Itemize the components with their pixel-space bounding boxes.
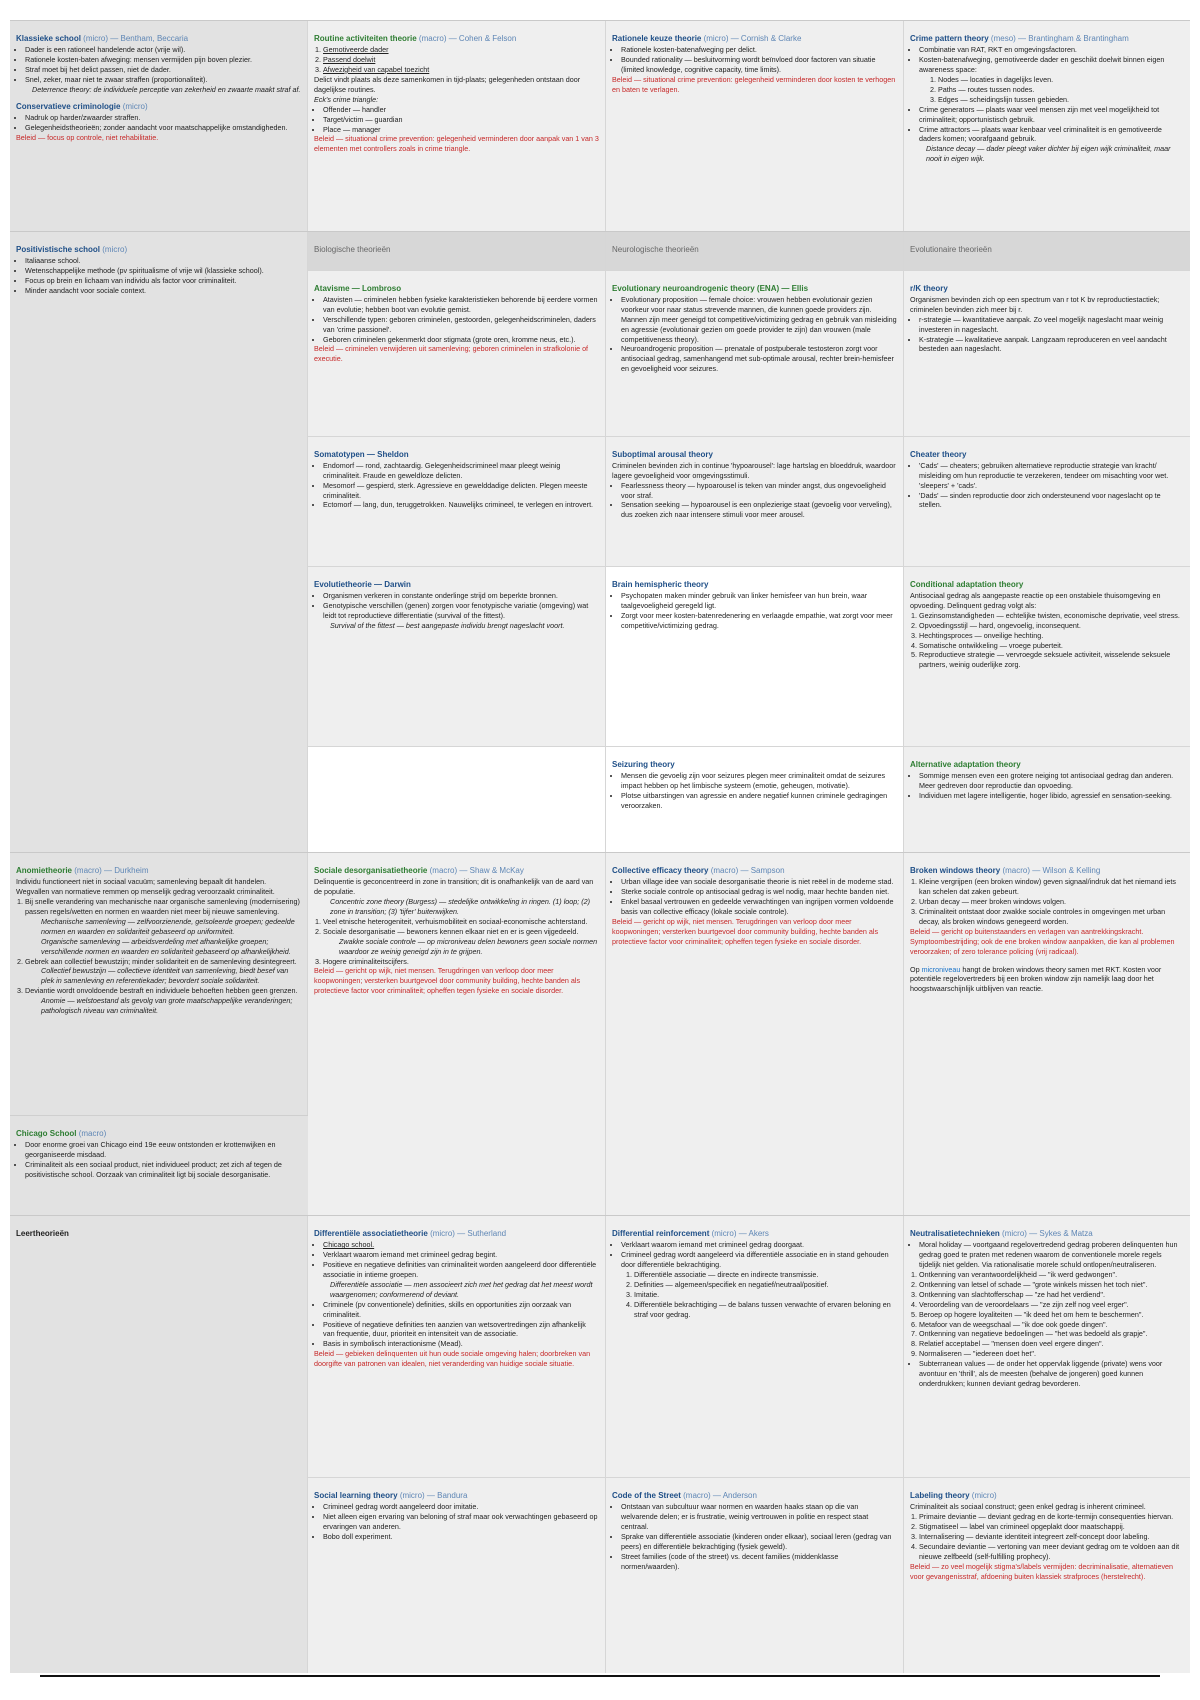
list-klassieke [16, 45, 301, 85]
title-positivistische-school: Positivistische school (micro) [16, 245, 128, 254]
cell-alternative-adaptation [904, 747, 1190, 852]
bullet-list [612, 45, 897, 75]
bullet-list [314, 1240, 599, 1280]
cell-seizuring [606, 747, 904, 852]
positivist-grid-row [308, 436, 1190, 566]
bullet-list [910, 1240, 1184, 1270]
list-item: 1. Primaire deviantie — deviant gedrag en de korte-termijn consequenties hiervan. [919, 1512, 1184, 1522]
list-item: • Rationele kosten-batenafweging per delict. [621, 45, 897, 55]
title-klassieke-school: Klassieke school (micro) — Bentham, Beccaria [16, 34, 189, 43]
list-item: • Wetenschappelijke methode (pv spiritualisme of vrije wil (klassieke school). [25, 266, 301, 276]
list-item: 8. Relatief acceptabel — "mensen doen veel ergere dingen". [919, 1339, 1184, 1349]
list-item: 4. Differentiële bekrachtiging — de balans tussen verwachte of ervaren beloning en straf voor gedrag. [634, 1300, 897, 1320]
title-routine-activiteiten: Routine activiteiten theorie (macro) — Cohen & Felson [314, 34, 517, 43]
list-item: • Zorgt voor meer kosten-batenredenering en verlaagde empathie, wat zorgt voor meer competitive/victimizing gedrag. [621, 611, 897, 631]
bullet-list [910, 45, 1184, 75]
numbered-list [910, 611, 1184, 671]
list-item: • Crimineel gedrag wordt aangeleerd via differentiële associatie en in stand gehouden door differentiële bekrachtiging. [621, 1250, 897, 1270]
cell-suboptimal-arousal [606, 437, 904, 566]
indent-note: Deterrence theory: de individuele perceptie van zekerheid en zwaarte maakt straf af. [32, 84, 301, 94]
indent-note: Concentric zone theory (Burgess) — stedelijke ontwikkeling in ringen. (1) loop; (2) zone in transition; (3) 'tijfer' buitenwijken. [330, 896, 591, 916]
body-text: Eck's crime triangle: [314, 94, 379, 104]
bullet-list [612, 771, 897, 811]
indent-note: Organische samenleving — arbeidsverdeling met afhankelijke groepen; verschillende normen en waarden en solidariteit gebaseerd op afhankelijkheid. [41, 936, 291, 956]
list-item: • Offender — handler [323, 105, 599, 115]
title-evolutietheorie: Evolutietheorie — Darwin [314, 579, 411, 589]
list-item: 2. Paths — routes tussen nodes. [938, 85, 1184, 95]
theory-overview-sheet [10, 20, 1190, 1670]
list-item: • 'Cads' — cheaters; gebruiken alternatieve reproductie strategie van kracht/ misleiding om hun reproductie te verzekeren, tendeer om misachting voor wet. 'sleepers' + 'cads'. [919, 461, 1184, 491]
list-item: • Plotse uitbarstingen van agressie en andere negatief kunnen criminele gedragingen veroorzaken. [621, 791, 897, 811]
list-item: 3. Criminaliteit ontstaat door zwakke sociale controles in omgevingen met urban decay, als broken windows genegeerd worden. [919, 907, 1184, 927]
list-item: 3. Ontkenning van slachtofferschap — "ze had het verdiend". [919, 1290, 1184, 1300]
list-item: 2. Sociale desorganisatie — bewoners kennen elkaar niet en er is geen vijgedeeld. Zwakke sociale controle — op microniveau delen bewoners geen sociale normen waardoor ze weinig geneigd zijn in te grijpen. [323, 927, 599, 957]
title-social-learning: Social learning theory (micro) — Bandura [314, 1491, 468, 1501]
cell-broken-windows [904, 853, 1190, 1215]
row-positivist [10, 231, 1190, 852]
list-item: • Verklaart waarom iemand met crimineel gedrag begint. [323, 1250, 599, 1260]
indent-note: Mechanische samenleving — zelfvoorzienende, geïsoleerde groepen; gedeelde normen en waarden en solidariteit gebaseerd op uniformiteit. [41, 916, 295, 936]
cell-brain-hemispheric [606, 567, 904, 746]
title-seizuring: Seizuring theory [612, 759, 675, 769]
bullet-list [910, 1359, 1184, 1389]
list-item: 5. Beroep op hogere loyaliteiten — "ik deed het om hem te beschermen". [919, 1310, 1184, 1320]
list-item: • Crime generators — plaats waar veel mensen zijn met veel mogelijkheid tot criminaliteit; opportunistisch gebruik. [919, 105, 1184, 125]
list-item: 1. Ontkenning van verantwoordelijkheid — "ik werd gedwongen". [919, 1270, 1184, 1280]
body-text: Individu functioneert niet in sociaal vacuüm; samenleving bepaalt dit handelen. Wegvallen van normatieve remmen op menselijk gedrag veroorzaakt criminaliteit. [16, 877, 275, 896]
indent-note: Differentiële associatie — men associeert zich met het gedrag dat het meest wordt waargenomen; conformerend of deviant. [330, 1279, 593, 1299]
list-item: • Endomorf — rond, zachtaardig. Gelegenheidscrimineel maar pleegt weinig criminaliteit. Fraude en geweldloze delicten. [323, 461, 599, 481]
title-suboptimal-arousal: Suboptimal arousal theory [612, 449, 713, 459]
cell-positivistische-school [10, 232, 308, 852]
numbered-list [314, 917, 599, 967]
list-item: 4. Somatische ontwikkeling — vroege puberteit. [919, 641, 1184, 651]
policy-text: Beleid — zo veel mogelijk stigma's/labels vermijden: decriminalisatie, alternatieven voor gevangenisstraf, afdoening buiten klassiek strafproces (herstelrecht). [910, 1562, 1174, 1582]
list-item: • Enkel basaal vertrouwen en gedeelde verwachtingen van ingrijpen vormen voldoende basis van collective efficacy (lokale sociale controle). [621, 897, 897, 917]
row-classical [10, 20, 1190, 231]
list-item: • Target/victim — guardian [323, 115, 599, 125]
list-item: 1. Gemotiveerde dader [323, 45, 599, 55]
list-item: • K-strategie — kwalitatieve aanpak. Langzaam reproduceren en veel aandacht besteden aan nageslacht. [919, 335, 1184, 355]
title-broken-windows: Broken windows theory (macro) — Wilson & Kelling [910, 866, 1101, 875]
bullet-list [910, 105, 1184, 145]
list-item: • Gelegenheidstheorieën; zonder aandacht voor maatschappelijke omstandigheden. [25, 123, 301, 133]
list-item: • Sterke sociale controle op antisociaal gedrag is wel nodig, maar hechte banden niet. [621, 887, 897, 897]
list-item: • Place — manager [323, 125, 599, 135]
social-left-column [10, 853, 308, 1215]
indent-note: Anomie — welstoestand als gevolg van grote maatschappelijke veranderingen; pathologisch niveau van criminaliteit. [41, 996, 293, 1016]
learning-grid-row [308, 1477, 1190, 1673]
header-neurologische: Neurologische theorieën [606, 232, 904, 270]
list-item: 2. Urban decay — meer broken windows volgen. [919, 897, 1184, 907]
list-conservatieve [16, 113, 301, 133]
bullet-list [314, 461, 599, 511]
list-item: 3. Internalisering — deviante identiteit integreert zelf-concept door labeling. [919, 1532, 1184, 1542]
numbered-list [910, 75, 1184, 105]
title-rationele-keuze: Rationele keuze theorie (micro) — Cornish & Clarke [612, 34, 802, 43]
list-item: • Positieve en negatieve definities van criminaliteit worden aangeleerd door differentiële associatie in intieme groepen. [323, 1260, 599, 1280]
bullet-list [314, 295, 599, 345]
positivist-header-row [308, 232, 1190, 270]
list-item: • Neuroandrogenic proposition — prenatale of postpuberale testosteron zorgt voor antisociaal gedrag, samenhangend met sub-optimale arousal, rechter brein-hemisfeer en gevoeligheid voor seizures. [621, 344, 897, 374]
list-item: • Verklaart waarom iemand met crimineel gedrag doorgaat. [621, 1240, 897, 1250]
policy-text: Beleid — gericht op buitenstaanders en verlagen van aantrekkingskracht. Symptoombestrijding; ook de ene broken window aanpakken, die kan al problemen veroorzaken; of zero tolerance policing (vrij radicaal). [910, 926, 1175, 956]
list-item: 1. Nodes — locaties in dagelijks leven. [938, 75, 1184, 85]
list-item: • Combinatie van RAT, RKT en omgevingsfactoren. [919, 45, 1184, 55]
list-item: 9. Normaliseren — "iedereen doet het". [919, 1349, 1184, 1359]
list-item: • Dader is een rationeel handelende actor (vrije wil). [25, 45, 301, 55]
list-item: 3. Imitatie. [634, 1290, 897, 1300]
bullet-list [612, 1240, 897, 1270]
cell-atavisme [308, 271, 606, 436]
list-item: • Sprake van differentiële associatie (kinderen onder elkaar), sociaal leren (gedrag van peers) en differentiële bekrachtiging (fysiek geweld). [621, 1532, 897, 1552]
bullet-list [16, 256, 301, 296]
list-item: 2. Definities — algemeen/specifiek en negatief/neutraal/positief. [634, 1280, 897, 1290]
list-item: • Subterranean values — de onder het oppervlak liggende (private) wens voor avontuur en 'thrill', als de meesten (behalve de jongeren) goed kunnen onderdrukken; kunnen deviant gedrag bevorderen. [919, 1359, 1184, 1389]
body-text: Delinquentie is geconcentreerd in zone in transition; dit is onafhankelijk van de aard van de populatie. [314, 877, 594, 896]
body-text: Criminaliteit als sociaal construct; geen enkel gedrag is inherent crimineel. [910, 1502, 1146, 1512]
cell-social-learning [308, 1478, 606, 1673]
title-sociale-desorganisatie: Sociale desorganisatietheorie (macro) — Shaw & McKay [314, 866, 524, 875]
numbered-list [314, 45, 599, 75]
numbered-list [612, 1270, 897, 1320]
list-item: 1. Differentiële associatie — directe en indirecte transmissie. [634, 1270, 897, 1280]
bullet-list [612, 1502, 897, 1572]
cell-somatotypen [308, 437, 606, 566]
bullet-list [910, 315, 1184, 355]
list-item: • Crime attractors — plaats waar kenbaar veel criminaliteit is en gemotiveerde daders komen; voorafgaand gebruik. [919, 125, 1184, 145]
list-item: • Bobo doll experiment. [323, 1532, 599, 1542]
list-item: • Geboren criminelen gekenmerkt door stigmata (grote oren, kromme neus, etc.). [323, 335, 599, 345]
numbered-list [910, 1270, 1184, 1359]
policy-text: Beleid — focus op controle, niet rehabilitatie. [16, 132, 159, 142]
cell-code-of-the-street [606, 1478, 904, 1673]
numbered-list [910, 1512, 1184, 1562]
title-alternative-adaptation: Alternative adaptation theory [910, 759, 1021, 769]
body-text: Organismen bevinden zich op een spectrum van r tot K bv reproductiestactiek; criminelen bevinden zich meer bij r. [910, 294, 1160, 314]
bullet-list [16, 1140, 302, 1180]
title-crime-pattern: Crime pattern theory (meso) — Brantingham & Brantingham [910, 34, 1129, 43]
positivist-grid [308, 232, 1190, 852]
cell-labeling-theory [904, 1478, 1190, 1673]
bullet-list [612, 877, 897, 917]
cell-klassieke-school [10, 21, 308, 231]
list-item: 1. Bij snelle verandering van mechanische naar organische samenleving (modernisering) passen regels/wetten en normen en waarden niet meer bij nieuwe samenleving. Mechanische samenleving — zelfvoorzienende, geïsoleerde groepen; gedeelde normen en waarden en solidariteit gebaseerd op uniformiteit. Organische samenleving — arbeidsverdeling met afhankelijke groepen; verschillende normen en waarden en solidariteit gebaseerd op afhankelijkheid. [25, 897, 301, 957]
list-item: 1. Kleine vergrijpen (een broken window) geven signaal/indruk dat het niemand iets kan schelen dat zaken gebeurt. [919, 877, 1184, 897]
cell-chicago-school [10, 1115, 308, 1215]
list-item: • Rationele kosten-baten afweging: mensen vermijden pijn boven plezier. [25, 55, 301, 65]
numbered-list [910, 877, 1184, 927]
title-neutralisatietechnieken: Neutralisatietechnieken (micro) — Sykes & Matza [910, 1229, 1093, 1238]
list-item: 1. Veel etnische heterogeniteit, verhuismobiliteit en sociaal-economische achterstand. [323, 917, 599, 927]
title-somatotypen: Somatotypen — Sheldon [314, 449, 409, 459]
list-item: • Urban village idee van sociale desorganisatie theorie is niet reëel in de moderne stad. [621, 877, 897, 887]
cell-differentiele-associatie [308, 1216, 606, 1477]
list-item: • Snel, zeker, maar niet te zwaar straffen (proportionaliteit). [25, 75, 301, 85]
list-item: • 'Dads' — sinden reproductie door zich ondersteunend voor nageslacht op te stellen. [919, 491, 1184, 511]
body-text: Delict vindt plaats als deze samenkomen in tijd-plaats; gelegenheden ontstaan door dagelijkse routines. [314, 74, 581, 94]
cell-differential-reinforcement [606, 1216, 904, 1477]
list-item: 3. Hechtingsproces — onveilige hechting. [919, 631, 1184, 641]
list-item: • Focus op brein en lichaam van individu als factor voor criminaliteit. [25, 276, 301, 286]
title-differentiele-associatie: Differentiële associatietheorie (micro) — Sutherland [314, 1229, 507, 1238]
cell-sociale-desorganisatie [308, 853, 606, 1215]
indent-note: Distance decay — dader pleegt vaker dichter bij eigen wijk criminaliteit, maar nooit in eigen wijk. [926, 144, 1171, 164]
policy-text: Beleid — criminelen verwijderen uit samenleving; geboren criminelen in strafkolonie of executie. [314, 344, 589, 364]
list-item: • r-strategie — kwantitatieve aanpak. Zo veel mogelijk nageslacht maar weinig investeren in nageslacht. [919, 315, 1184, 335]
header-evolutionaire: Evolutionaire theorieën [904, 232, 1190, 270]
bullet-list [314, 1502, 599, 1542]
positivist-grid-row [308, 566, 1190, 746]
title-atavisme: Atavisme — Lombroso [314, 283, 402, 293]
body-text: Antisociaal gedrag als aangepaste reactie op een onstabiele thuisomgeving en opvoeding. Delinquent gedrag volgt als: [910, 590, 1161, 610]
list-item: 6. Metafoor van de weegschaal — "ik doe ook goede dingen". [919, 1320, 1184, 1330]
title-labeling-theory: Labeling theory (micro) [910, 1491, 997, 1501]
cell-cheater-theory [904, 437, 1190, 566]
row-learning [10, 1215, 1190, 1673]
cell-conditional-adaptation [904, 567, 1190, 746]
label-leertheorieen: Leertheorieën [16, 1229, 69, 1238]
learning-grid-row [308, 1216, 1190, 1477]
cell-neutralisatietechnieken [904, 1216, 1190, 1477]
list-item: • Atavisten — criminelen hebben fysieke karakteristieken behorende bij eerdere vormen van evolutie; hebben boot van evolutie gemist. [323, 295, 599, 315]
row-social [10, 852, 1190, 1215]
indent-note: Collectief bewustzijn — collectieve identiteit van samenleving, biedt besef van plek in samenleving en referentiekader; bevordert sociale solidariteit. [41, 966, 289, 986]
cell-leertheorieen [10, 1216, 308, 1673]
list-item: • Chicago school. [323, 1240, 599, 1250]
list-item: • Nadruk op harder/zwaarder straffen. [25, 113, 301, 123]
body-text: Op microniveau hangt de broken windows theory samen met RKT. Kosten voor potentiële regelovertreders bij een broken window zijn namelijk laag door het hoogstwaarschijnlijk uitblijven van reactie. [910, 964, 1162, 994]
title-conservatieve: Conservatieve criminologie (micro) [16, 101, 148, 111]
bullet-list [612, 591, 897, 631]
list-item: • Crimineel gedrag wordt aangeleerd door imitatie. [323, 1502, 599, 1512]
list-item: • Mesomorf — gespierd, sterk. Agressieve en gewelddadige delicten. Plegen meeste criminaliteit. [323, 481, 599, 501]
policy-text: Beleid — situational crime prevention: gelegenheid verminderen door kosten te verhogen en baten te verlagen. [612, 74, 896, 94]
list-item: 2. Stigmatiseel — label van crimineel opgeplakt door maatschappij. [919, 1522, 1184, 1532]
list-item: • Straf moet bij het delict passen, niet de dader. [25, 65, 301, 75]
title-ena: Evolutionary neuroandrogenic theory (ENA) — Ellis [612, 283, 809, 293]
list-item: • Criminele (pv conventionele) definities, skills en opportunities zijn oorzaak van criminaliteit. [323, 1300, 599, 1320]
cell-empty [308, 747, 606, 852]
cell-anomietheorie [10, 853, 308, 1115]
list-item: 5. Reproductieve strategie — vervroegde seksuele activiteit, wisselende seksuele partners, weinig ouderlijke zorg. [919, 650, 1184, 670]
list-item: 3. Afwezigheid van capabel toezicht [323, 65, 599, 75]
bottom-rule [40, 1675, 1160, 1677]
cell-crime-pattern [904, 21, 1190, 231]
list-item: 2. Ontkenning van letsel of schade — "grote winkels missen het toch niet". [919, 1280, 1184, 1290]
body-text: Criminelen bevinden zich in continue 'hypoarousel': lage hartslag en bloeddruk, waardoor lagere gevoeligheid voor omgevingsstimuli. [612, 460, 896, 480]
list-item: 3. Hogere criminaliteitscijfers. [323, 957, 599, 967]
list-item: • Ontstaan van subcultuur waar normen en waarden haaks staan op die van welvarende delen; er is frustratie, weinig vertrouwen in politie en respect staat centraal. [621, 1502, 897, 1532]
list-item: 3. Deviantie wordt onvoldoende bestraft en individuele behoeften hebben geen grenzen. Anomie — welstoestand als gevolg van grote maatschappelijke veranderingen; pathologisch niveau van criminaliteit. [25, 986, 301, 1016]
list-item: 4. Veroordeling van de veroordelaars — "ze zijn zelf nog veel erger". [919, 1300, 1184, 1310]
title-collective-efficacy: Collective efficacy theory (macro) — Sampson [612, 866, 785, 875]
title-differential-reinforcement: Differential reinforcement (micro) — Akers [612, 1229, 769, 1238]
title-rk-theory: r/K theory [910, 283, 948, 293]
list-item: • Psychopaten maken minder gebruik van linker hemisfeer van hun brein, waar taalgevoeligheid geregeld ligt. [621, 591, 897, 611]
indent-note: Survival of the fittest — best aangepaste individu brengt nageslacht voort. [330, 620, 565, 630]
list-item: • Genotypische verschillen (genen) zorgen voor fenotypische variatie (omgeving) wat leidt tot reproductieve differentiatie (survival of the fittest). [323, 601, 599, 621]
title-brain-hemispheric: Brain hemispheric theory [612, 579, 709, 589]
list-item: • Door enorme groei van Chicago eind 19e eeuw ontstonden er krottenwijken en georganiseerde misdaad. [25, 1140, 302, 1160]
numbered-list [16, 897, 301, 1016]
list-item: • Minder aandacht voor sociale context. [25, 286, 301, 296]
policy-text: Beleid — situational crime prevention: gelegenheid verminderen door aanpak van 1 van 3 elementen met controllers zoals in crime triangle. [314, 134, 599, 154]
title-cheater-theory: Cheater theory [910, 449, 967, 459]
bullet-list [910, 461, 1184, 511]
header-biologische: Biologische theorieën [308, 232, 606, 270]
list-item: • Positieve of negatieve definities ten aanzien van wetsovertredingen zijn afhankelijk van frequentie, duur, prioriteit en intensiteit van de associatie. [323, 1320, 599, 1340]
list-item: 7. Ontkenning van negatieve bedoelingen — "het was bedoeld als grapje". [919, 1329, 1184, 1339]
list-item: 4. Secundaire deviantie — vertoning van meer deviant gedrag om te voldoen aan dit nieuwe zelfbeeld (self-fulfilling prophecy). [919, 1542, 1184, 1562]
indent-note: Zwakke sociale controle — op microniveau delen bewoners geen sociale normen waardoor ze weinig geneigd zijn in te grijpen. [339, 936, 598, 956]
cell-rk-theory [904, 271, 1190, 436]
cell-ena [606, 271, 904, 436]
list-item: • Italiaanse school. [25, 256, 301, 266]
positivist-grid-row [308, 270, 1190, 436]
list-item: 2. Opvoedingsstijl — hard, ongevoelig, inconsequent. [919, 621, 1184, 631]
list-item: 3. Edges — scheidingslijn tussen gebieden. [938, 95, 1184, 105]
list-item: • Moral holiday — voortgaand regelovertredend gedrag proberen delinquenten hun gedrag goed te praten met redenen waarom de conventionele morele regels tijdelijk niet gelden. Via rationalisatie morele schuld ontlopen/neutraliseren. [919, 1240, 1184, 1270]
list-item: • Basis in symbolisch interactionisme (Mead). [323, 1339, 599, 1349]
title-chicago-school: Chicago School (macro) [16, 1129, 107, 1138]
title-anomietheorie: Anomietheorie (macro) — Durkheim [16, 866, 149, 875]
policy-text: Beleid — gericht op wijk, niet mensen. Terugdringen van verloop door meer koopwoningen; versterken buurtgevoel door community building, hechte banden als protectieve factor voor criminaliteit; opheffen tegen fysieke en sociale disorder. [314, 966, 581, 996]
bullet-list [314, 1300, 599, 1350]
positivist-grid-row [308, 746, 1190, 852]
list-item: • Evolutionary proposition — female choice: vrouwen hebben evolutionair gezien voorkeur voor naar status strevende mannen, die kunnen goede providers zijn. Mannen zijn meer geneigd tot competitive/victimizing gedrag en gebruik van misleiding en agressie (evolutionair gezien om goede provider te zijn) dan vrouwen (male competitiveness theory). [621, 295, 897, 345]
list-item: • Niet alleen eigen ervaring van beloning of straf maar ook verwachtingen gebaseerd op ervaringen van anderen. [323, 1512, 599, 1532]
list-item: • Bounded rationality — besluitvorming wordt beïnvloed door factoren van situatie (limited knowledge, cognitive capacity, time limits). [621, 55, 897, 75]
bullet-list [314, 591, 599, 621]
bullet-list [910, 771, 1184, 801]
cell-routine-activiteiten [308, 21, 606, 231]
cell-rationele-keuze [606, 21, 904, 231]
list-item: • Organismen verkeren in constante onderlinge strijd om beperkte bronnen. [323, 591, 599, 601]
bullet-list [314, 105, 599, 135]
bullet-list [612, 481, 897, 521]
title-code-of-the-street: Code of the Street (macro) — Anderson [612, 1491, 757, 1501]
bullet-list [612, 295, 897, 375]
title-conditional-adaptation: Conditional adaptation theory [910, 579, 1024, 589]
list-item: • Verschillende typen: geboren criminelen, gestoorden, gelegenheidscriminelen, daders van 'crime passionel'. [323, 315, 599, 335]
list-item: • Sommige mensen even een grotere neiging tot antisociaal gedrag dan anderen. Meer gedreven door reproductie dan opvoeding. [919, 771, 1184, 791]
cell-evolutietheorie [308, 567, 606, 746]
list-item: • Individuen met lagere intelligentie, hoger libido, agressief en sensation-seeking. [919, 791, 1184, 801]
cell-collective-efficacy [606, 853, 904, 1215]
list-item: • Mensen die gevoelig zijn voor seizures plegen meer criminaliteit omdat de seizures impact hebben op het limbische systeem (emotie, geheugen, motivatie). [621, 771, 897, 791]
list-item: • Ectomorf — lang, dun, teruggetrokken. Nauwelijks crimineel, te verlegen en introvert. [323, 500, 599, 510]
list-item: • Sensation seeking — hypoarousel is een onplezierige staat (gevoelig voor verveling), dus zoeken zich naar intensere stimuli voor meer arousel. [621, 500, 897, 520]
policy-text: Beleid — gericht op wijk, niet mensen. Terugdringen van verloop door meer koopwoningen; versterken buurtgevoel door community building, hechte banden als protectieve factor voor criminaliteit; opheffen tegen fysieke en sociale disorder. [612, 916, 879, 946]
list-item: 1. Gezinsomstandigheden — echtelijke twisten, economische deprivatie, veel stress. [919, 611, 1184, 621]
list-item: 2. Passend doelwit [323, 55, 599, 65]
list-item: • Street families (code of the street) vs. decent families (middenklasse normen/waarden). [621, 1552, 897, 1572]
list-item: • Kosten-batenafweging, gemotiveerde dader en geschikt doelwit binnen eigen awareness space: [919, 55, 1184, 75]
policy-text: Beleid — gebieken delinquenten uit hun oude sociale omgeving halen; doorbreken van doorgifte van patronen van idealen, niet veranderding van huidige sociale situatie. [314, 1349, 591, 1369]
list-item: 2. Gebrek aan collectief bewustzijn; minder solidariteit en de samenleving desintegreert. Collectief bewustzijn — collectieve identiteit van samenleving, biedt besef van plek in samenleving en referentiekader; bevordert sociale solidariteit. [25, 957, 301, 987]
list-item: • Criminaliteit als een sociaal product, niet individueel product; zet zich af tegen de positivistische school. Oorzaak van criminaliteit ligt bij sociale desorganisatie. [25, 1160, 302, 1180]
learning-grid [308, 1216, 1190, 1673]
list-item: • Fearlessness theory — hypoarousel is teken van minder angst, dus ongevoeligheid voor straf. [621, 481, 897, 501]
